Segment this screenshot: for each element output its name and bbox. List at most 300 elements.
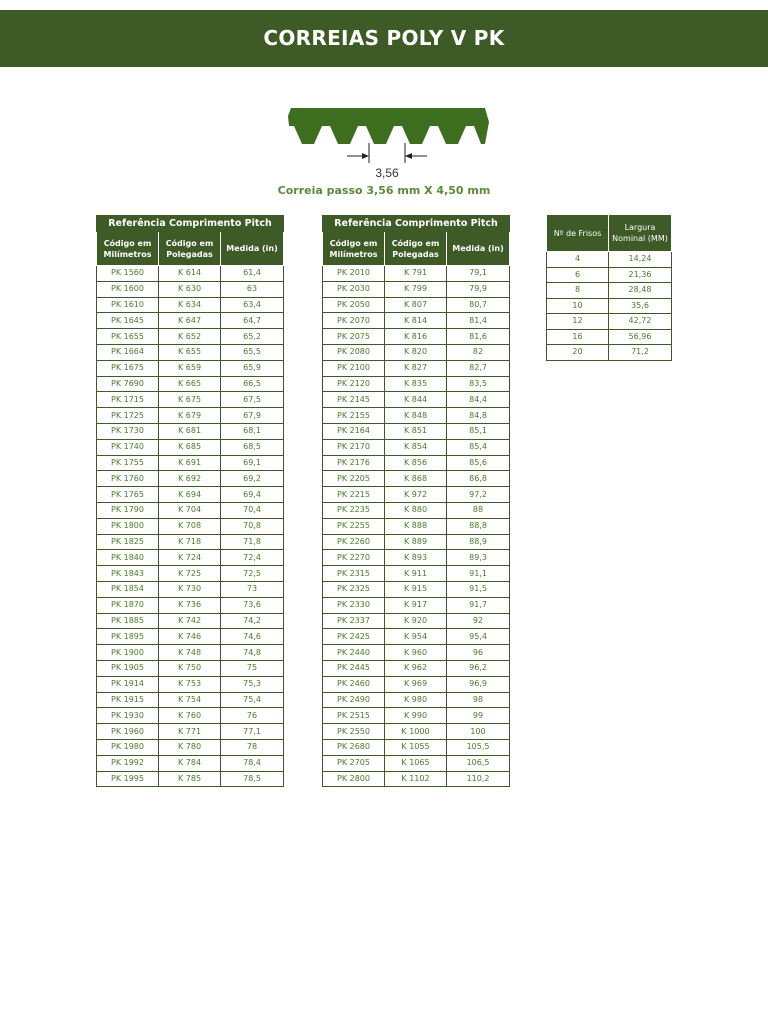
table-row	[97, 518, 284, 534]
table-cell: K 827	[385, 360, 447, 376]
table-cell: PK 1900	[97, 645, 159, 661]
table-cell: K 736	[159, 597, 221, 613]
table-cell: PK 2445	[323, 660, 385, 676]
table-cell: PK 1730	[97, 423, 159, 439]
table-row	[97, 771, 284, 787]
table-row	[323, 455, 510, 471]
table-cell: PK 1655	[97, 329, 159, 345]
table-row	[323, 360, 510, 376]
table-row	[97, 439, 284, 455]
table-cell: K 746	[159, 629, 221, 645]
table-cell: 81,6	[447, 329, 510, 345]
table-cell: K 911	[385, 566, 447, 582]
table-row	[323, 708, 510, 724]
table-row	[97, 755, 284, 771]
table-cell: K 784	[159, 755, 221, 771]
table-cell: 88,9	[447, 534, 510, 550]
table-cell: 69,4	[221, 487, 284, 503]
table-cell: K 980	[385, 692, 447, 708]
table-cell: PK 7690	[97, 376, 159, 392]
table-row	[97, 471, 284, 487]
column-header: Código em Polegadas	[385, 232, 447, 266]
table-cell: PK 2337	[323, 613, 385, 629]
table-row	[323, 376, 510, 392]
table-cell: PK 2050	[323, 297, 385, 313]
table-row	[97, 423, 284, 439]
table-cell: 75	[221, 660, 284, 676]
table-cell: K 754	[159, 692, 221, 708]
table-row	[97, 502, 284, 518]
table-cell: K 780	[159, 739, 221, 755]
table-cell: PK 2800	[323, 771, 385, 787]
table-row	[323, 724, 510, 740]
table-cell: 68,1	[221, 423, 284, 439]
table-cell: K 990	[385, 708, 447, 724]
table-cell: K 614	[159, 266, 221, 282]
table-cell: PK 2440	[323, 645, 385, 661]
table-row	[97, 376, 284, 392]
table-cell: 75,4	[221, 692, 284, 708]
table-cell: PK 1870	[97, 597, 159, 613]
table-cell: K 893	[385, 550, 447, 566]
table-cell: K 1055	[385, 739, 447, 755]
table-cell: PK 2425	[323, 629, 385, 645]
table-row	[323, 423, 510, 439]
table-cell: PK 1560	[97, 266, 159, 282]
table-row	[323, 597, 510, 613]
table-row	[323, 581, 510, 597]
table-row	[547, 298, 672, 314]
table-row	[97, 645, 284, 661]
table-cell: PK 2235	[323, 502, 385, 518]
table-caption: Referência Comprimento Pitch	[97, 216, 284, 232]
table-cell: 79,1	[447, 266, 510, 282]
table-row	[323, 502, 510, 518]
table-cell: 92	[447, 613, 510, 629]
table-cell: K 844	[385, 392, 447, 408]
belt-profile-icon	[285, 88, 490, 183]
table-cell: K 856	[385, 455, 447, 471]
table-cell: PK 2205	[323, 471, 385, 487]
table-cell: K 880	[385, 502, 447, 518]
table-cell: PK 2260	[323, 534, 385, 550]
table-cell: 79,9	[447, 281, 510, 297]
table-row	[323, 297, 510, 313]
table-cell: PK 1715	[97, 392, 159, 408]
table-cell: PK 1664	[97, 344, 159, 360]
table-cell: PK 1992	[97, 755, 159, 771]
table-cell: K 679	[159, 408, 221, 424]
table-row	[97, 597, 284, 613]
table-cell: PK 1825	[97, 534, 159, 550]
table-row	[323, 487, 510, 503]
table-cell: PK 1760	[97, 471, 159, 487]
table-cell: PK 2315	[323, 566, 385, 582]
table-row	[323, 645, 510, 661]
table-cell: K 724	[159, 550, 221, 566]
table-cell: K 652	[159, 329, 221, 345]
table-cell: K 753	[159, 676, 221, 692]
table-row	[97, 266, 284, 282]
table-cell: K 655	[159, 344, 221, 360]
table-cell: K 692	[159, 471, 221, 487]
table-cell: 21,36	[609, 267, 672, 283]
table-row	[323, 739, 510, 755]
table-cell: PK 2705	[323, 755, 385, 771]
table-row	[323, 550, 510, 566]
table-cell: 75,3	[221, 676, 284, 692]
table-cell: 82	[447, 344, 510, 360]
table-cell: PK 1995	[97, 771, 159, 787]
table-cell: PK 2255	[323, 518, 385, 534]
table-cell: K 920	[385, 613, 447, 629]
table-cell: PK 2170	[323, 439, 385, 455]
table-cell: PK 1600	[97, 281, 159, 297]
table-cell: 20	[547, 345, 609, 361]
table-cell: 69,1	[221, 455, 284, 471]
table-cell: 70,8	[221, 518, 284, 534]
table-cell: K 791	[385, 266, 447, 282]
reference-table-left	[96, 215, 284, 787]
table-cell: 12	[547, 314, 609, 330]
table-row	[323, 692, 510, 708]
table-cell: K 816	[385, 329, 447, 345]
table-cell: PK 2215	[323, 487, 385, 503]
column-header: Código em Milímetros	[97, 232, 159, 266]
table-cell: 56,96	[609, 329, 672, 345]
table-cell: 68,5	[221, 439, 284, 455]
table-cell: 71,8	[221, 534, 284, 550]
table-cell: PK 2490	[323, 692, 385, 708]
table-cell: 76	[221, 708, 284, 724]
table-cell: K 814	[385, 313, 447, 329]
table-cell: 91,1	[447, 566, 510, 582]
column-header: Código em Polegadas	[159, 232, 221, 266]
table-caption: Referência Comprimento Pitch	[323, 216, 510, 232]
table-cell: 61,4	[221, 266, 284, 282]
table-cell: 65,5	[221, 344, 284, 360]
table-cell: PK 1790	[97, 502, 159, 518]
table-cell: PK 2164	[323, 423, 385, 439]
table-cell: PK 2550	[323, 724, 385, 740]
table-cell: 78,5	[221, 771, 284, 787]
table-cell: K 681	[159, 423, 221, 439]
table-cell: PK 2680	[323, 739, 385, 755]
table-cell: PK 1610	[97, 297, 159, 313]
table-cell: K 730	[159, 581, 221, 597]
table-cell: 96,9	[447, 676, 510, 692]
table-cell: 105,5	[447, 739, 510, 755]
table-row	[547, 283, 672, 299]
table-row	[97, 550, 284, 566]
table-cell: PK 1980	[97, 739, 159, 755]
table-row	[97, 408, 284, 424]
table-row	[97, 581, 284, 597]
table-cell: K 962	[385, 660, 447, 676]
table-cell: 74,8	[221, 645, 284, 661]
table-row	[323, 534, 510, 550]
table-row	[97, 297, 284, 313]
table-row	[547, 314, 672, 330]
belt-cross-section	[288, 108, 489, 144]
table-cell: 64,7	[221, 313, 284, 329]
table-row	[97, 676, 284, 692]
table-cell: 10	[547, 298, 609, 314]
column-header: Medida (in)	[447, 232, 510, 266]
table-cell: K 868	[385, 471, 447, 487]
table-cell: K 889	[385, 534, 447, 550]
table-row	[323, 566, 510, 582]
table-cell: K 851	[385, 423, 447, 439]
table-cell: 65,2	[221, 329, 284, 345]
table-row	[323, 344, 510, 360]
table-cell: PK 2325	[323, 581, 385, 597]
table-row	[97, 613, 284, 629]
table-row	[547, 345, 672, 361]
table-cell: 73,6	[221, 597, 284, 613]
table-row	[97, 344, 284, 360]
table-row	[323, 266, 510, 282]
table-cell: 65,9	[221, 360, 284, 376]
table-row	[323, 313, 510, 329]
table-cell: 85,1	[447, 423, 510, 439]
table-row	[97, 739, 284, 755]
table-cell: 14,24	[609, 252, 672, 268]
column-header: Código em Milímetros	[323, 232, 385, 266]
table-cell: K 725	[159, 566, 221, 582]
table-cell: K 915	[385, 581, 447, 597]
table-cell: 74,6	[221, 629, 284, 645]
table-cell: 99	[447, 708, 510, 724]
table-cell: PK 2145	[323, 392, 385, 408]
belt-caption: Correia passo 3,56 mm X 4,50 mm	[277, 184, 491, 197]
table-cell: PK 2010	[323, 266, 385, 282]
table-cell: K 820	[385, 344, 447, 360]
table-cell: 91,5	[447, 581, 510, 597]
table-cell: 66,5	[221, 376, 284, 392]
table-cell: K 771	[159, 724, 221, 740]
table-row	[97, 566, 284, 582]
table-cell: 71,2	[609, 345, 672, 361]
table-cell: K 888	[385, 518, 447, 534]
table-cell: PK 2070	[323, 313, 385, 329]
table-cell: 70,4	[221, 502, 284, 518]
table-cell: 72,5	[221, 566, 284, 582]
table-cell: PK 2075	[323, 329, 385, 345]
table-cell: 96,2	[447, 660, 510, 676]
table-row	[323, 771, 510, 787]
table-cell: K 760	[159, 708, 221, 724]
table-cell: PK 1755	[97, 455, 159, 471]
table-cell: PK 1885	[97, 613, 159, 629]
table-cell: 72,4	[221, 550, 284, 566]
table-cell: PK 1914	[97, 676, 159, 692]
table-row	[97, 534, 284, 550]
page-title: CORREIAS POLY V PK	[263, 25, 505, 50]
table-cell: PK 1800	[97, 518, 159, 534]
table-cell: PK 1675	[97, 360, 159, 376]
table-cell: K 742	[159, 613, 221, 629]
table-row	[323, 676, 510, 692]
table-cell: 86,8	[447, 471, 510, 487]
table-row	[323, 518, 510, 534]
table-row	[97, 660, 284, 676]
table-cell: K 665	[159, 376, 221, 392]
table-cell: 110,2	[447, 771, 510, 787]
table-cell: K 1000	[385, 724, 447, 740]
table-cell: 78	[221, 739, 284, 755]
column-header: Largura Nominal (MM)	[609, 215, 672, 252]
table-row	[323, 660, 510, 676]
table-row	[323, 392, 510, 408]
table-cell: PK 1915	[97, 692, 159, 708]
table-row	[97, 313, 284, 329]
table-cell: 8	[547, 283, 609, 299]
table-cell: 77,1	[221, 724, 284, 740]
dimension-label: 3,56	[375, 166, 399, 180]
table-cell: 96	[447, 645, 510, 661]
table-cell: K 917	[385, 597, 447, 613]
page-header	[0, 10, 768, 67]
table-cell: PK 1854	[97, 581, 159, 597]
table-cell: K 704	[159, 502, 221, 518]
table-cell: K 685	[159, 439, 221, 455]
table-row	[547, 329, 672, 345]
table-row	[323, 281, 510, 297]
table-cell: K 630	[159, 281, 221, 297]
table-cell: K 708	[159, 518, 221, 534]
table-row	[97, 724, 284, 740]
table-row	[323, 408, 510, 424]
table-row	[97, 281, 284, 297]
table-cell: PK 1895	[97, 629, 159, 645]
table-cell: PK 2460	[323, 676, 385, 692]
column-header: Medida (in)	[221, 232, 284, 266]
table-cell: K 691	[159, 455, 221, 471]
table-cell: 85,4	[447, 439, 510, 455]
table-cell: K 634	[159, 297, 221, 313]
table-cell: PK 2100	[323, 360, 385, 376]
table-cell: 80,7	[447, 297, 510, 313]
column-header: Nº de Frisos	[547, 215, 609, 252]
table-row	[547, 252, 672, 268]
table-cell: 85,6	[447, 455, 510, 471]
table-cell: PK 2080	[323, 344, 385, 360]
table-cell: K 972	[385, 487, 447, 503]
table-row	[323, 439, 510, 455]
table-row	[323, 471, 510, 487]
table-cell: K 807	[385, 297, 447, 313]
table-cell: PK 2270	[323, 550, 385, 566]
table-cell: 69,2	[221, 471, 284, 487]
table-cell: K 835	[385, 376, 447, 392]
table-cell: 84,8	[447, 408, 510, 424]
table-cell: 67,5	[221, 392, 284, 408]
table-cell: K 659	[159, 360, 221, 376]
table-cell: 81,4	[447, 313, 510, 329]
table-cell: PK 2120	[323, 376, 385, 392]
table-cell: K 718	[159, 534, 221, 550]
table-cell: K 694	[159, 487, 221, 503]
table-row	[97, 487, 284, 503]
table-cell: PK 1843	[97, 566, 159, 582]
table-cell: 42,72	[609, 314, 672, 330]
table-cell: K 1102	[385, 771, 447, 787]
table-cell: K 750	[159, 660, 221, 676]
table-cell: 89,3	[447, 550, 510, 566]
table-cell: PK 2515	[323, 708, 385, 724]
reference-table-right	[322, 215, 510, 787]
table-cell: PK 2176	[323, 455, 385, 471]
table-cell: K 1065	[385, 755, 447, 771]
table-cell: K 960	[385, 645, 447, 661]
table-cell: 16	[547, 329, 609, 345]
table-cell: 83,5	[447, 376, 510, 392]
ribs-width-table	[546, 214, 672, 361]
table-cell: PK 2155	[323, 408, 385, 424]
table-cell: K 854	[385, 439, 447, 455]
table-cell: 28,48	[609, 283, 672, 299]
table-cell: 88,8	[447, 518, 510, 534]
table-cell: 88	[447, 502, 510, 518]
table-cell: K 954	[385, 629, 447, 645]
table-cell: 63	[221, 281, 284, 297]
table-cell: 100	[447, 724, 510, 740]
table-cell: PK 2330	[323, 597, 385, 613]
table-row	[97, 629, 284, 645]
table-cell: 97,2	[447, 487, 510, 503]
table-cell: 73	[221, 581, 284, 597]
table-cell: K 647	[159, 313, 221, 329]
table-cell: PK 1960	[97, 724, 159, 740]
table-row	[97, 708, 284, 724]
table-cell: PK 1840	[97, 550, 159, 566]
table-row	[97, 329, 284, 345]
table-cell: 74,2	[221, 613, 284, 629]
table-cell: 82,7	[447, 360, 510, 376]
table-cell: PK 1645	[97, 313, 159, 329]
table-cell: K 799	[385, 281, 447, 297]
table-cell: 98	[447, 692, 510, 708]
table-row	[547, 267, 672, 283]
table-row	[323, 629, 510, 645]
table-cell: K 748	[159, 645, 221, 661]
table-cell: 91,7	[447, 597, 510, 613]
table-row	[323, 329, 510, 345]
table-cell: K 969	[385, 676, 447, 692]
table-row	[97, 692, 284, 708]
table-cell: 95,4	[447, 629, 510, 645]
table-cell: 67,9	[221, 408, 284, 424]
table-cell: 4	[547, 252, 609, 268]
table-cell: K 848	[385, 408, 447, 424]
table-cell: 35,6	[609, 298, 672, 314]
table-cell: K 785	[159, 771, 221, 787]
table-cell: 6	[547, 267, 609, 283]
table-cell: K 675	[159, 392, 221, 408]
table-cell: 63,4	[221, 297, 284, 313]
belt-diagram	[285, 88, 490, 183]
table-cell: PK 1930	[97, 708, 159, 724]
table-row	[323, 755, 510, 771]
table-cell: PK 1765	[97, 487, 159, 503]
table-cell: 84,4	[447, 392, 510, 408]
table-cell: PK 2030	[323, 281, 385, 297]
table-cell: 78,4	[221, 755, 284, 771]
table-row	[97, 360, 284, 376]
table-cell: 106,5	[447, 755, 510, 771]
table-row	[97, 455, 284, 471]
